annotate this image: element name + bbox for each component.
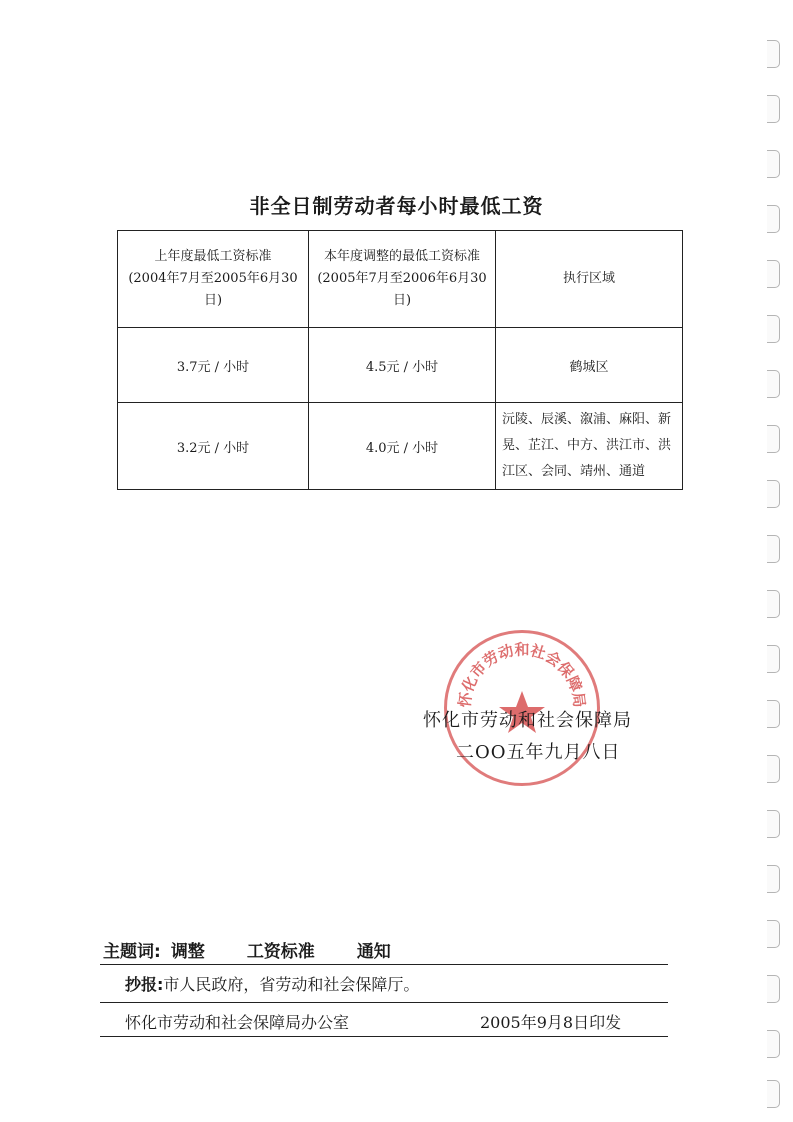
divider (100, 1036, 668, 1037)
cc-label: 抄报: (125, 975, 164, 994)
header-line: (2004年7月至2005年6月30日) (128, 271, 298, 308)
cell-current: 4.5元 / 小时 (309, 328, 496, 403)
print-date: 2005年9月8日印发 (480, 1013, 622, 1032)
cell-area: 鹤城区 (496, 328, 683, 403)
keyword: 通知 (356, 942, 391, 962)
table-header-row (118, 231, 683, 328)
cc-text: 市人民政府，省劳动和社会保障厅。 (163, 975, 420, 994)
header-line: (2005年7月至2006年6月30日) (317, 271, 487, 308)
keyword: 工资标准 (246, 942, 315, 962)
keyword: 调整 (170, 942, 205, 962)
divider (100, 1002, 668, 1003)
table-row (118, 328, 683, 403)
header-line: 执行区域 (562, 271, 615, 286)
header-line: 本年度调整的最低工资标准 (323, 249, 480, 264)
keywords-label: 主题词: (103, 942, 161, 962)
seal-text: 怀化市劳动和社会保障局 (455, 640, 589, 709)
header-current-standard (309, 231, 496, 328)
divider (100, 964, 668, 965)
cell-area: 沅陵、辰溪、溆浦、麻阳、新晃、芷江、中方、洪江市、洪江区、会同、靖州、通道 (496, 403, 683, 490)
header-line: 上年度最低工资标准 (154, 249, 272, 264)
table-row (118, 403, 683, 490)
issuing-office: 怀化市劳动和社会保障局办公室 (125, 1013, 350, 1032)
table-title: 非全日制劳动者每小时最低工资 (249, 194, 544, 218)
cc-line (125, 972, 419, 995)
header-previous-standard (118, 231, 309, 328)
cell-current: 4.0元 / 小时 (309, 403, 496, 490)
minimum-wage-table (117, 230, 683, 490)
header-area (496, 231, 683, 328)
issuer-name: 怀化市劳动和社会保障局 (423, 710, 632, 731)
issue-date: 二OO五年九月八日 (456, 742, 621, 763)
cell-previous: 3.7元 / 小时 (118, 328, 309, 403)
keywords (103, 937, 391, 962)
cell-previous: 3.2元 / 小时 (118, 403, 309, 490)
